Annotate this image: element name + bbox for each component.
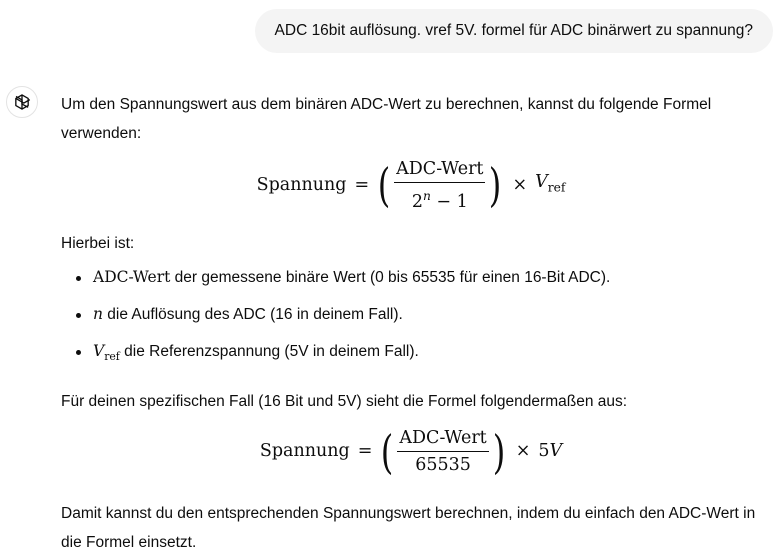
list-symbol-adc: ADC-Wert xyxy=(93,268,171,286)
right-paren: ) xyxy=(489,158,502,213)
list-item xyxy=(61,300,761,329)
list-item xyxy=(61,263,761,292)
formula-lhs: Spannung xyxy=(259,441,350,461)
fraction-bar xyxy=(394,182,485,183)
intro-paragraph: Um den Spannungswert aus dem binären ADC-Wert zu berechnen, kannst du folgende Formel verwenden: xyxy=(61,96,712,142)
voltage-unit: V xyxy=(549,441,563,461)
fraction-bar xyxy=(397,451,488,452)
definition-list xyxy=(61,263,761,371)
voltage-value: 5 xyxy=(538,441,550,461)
vref-base: V xyxy=(93,342,105,360)
list-symbol-vref xyxy=(93,342,120,364)
list-symbol-n: n xyxy=(93,305,103,323)
list-text: die Auflösung des ADC (16 in deinem Fall). xyxy=(102,306,403,323)
formula-equals: = xyxy=(357,441,373,461)
fraction-denominator xyxy=(410,185,470,213)
assistant-answer xyxy=(61,90,761,551)
closing-paragraph: Damit kannst du den entsprechenden Spannungswert berechnen, indem du einfach den ADC-Wert in die Formel einsetzt. xyxy=(61,505,756,551)
assistant-avatar xyxy=(6,86,38,118)
formula-fraction xyxy=(397,427,488,476)
formula-vref xyxy=(535,168,565,203)
formula-voltage xyxy=(538,437,562,466)
formula-times: × xyxy=(515,441,531,461)
user-message-text: ADC 16bit auflösung. vref 5V. formel für ADC binärwert zu spannung? xyxy=(274,22,753,39)
fraction-numerator: ADC-Wert xyxy=(399,428,487,448)
formula-paren-group xyxy=(375,158,504,213)
user-message-bubble xyxy=(255,9,773,53)
specific-paragraph: Für deinen spezifischen Fall (16 Bit und 5V) sieht die Formel folgendermaßen aus: xyxy=(61,393,628,410)
left-paren: ( xyxy=(381,424,394,479)
openai-logo-icon xyxy=(12,92,32,112)
right-paren: ) xyxy=(492,424,505,479)
formula-lhs: Spannung xyxy=(256,174,347,195)
list-text: der gemessene binäre Wert (0 bis 65535 für einen 16-Bit ADC). xyxy=(170,269,611,286)
formula-fraction xyxy=(394,158,485,213)
definition-list-wrap xyxy=(61,263,761,371)
denominator-rest: − 1 xyxy=(430,191,468,212)
hierbei-text: Hierbei ist: xyxy=(61,235,135,252)
vref-sub: ref xyxy=(547,180,566,195)
formula-times: × xyxy=(512,174,528,195)
formula-specific xyxy=(61,424,761,479)
denominator-exponent: n xyxy=(422,189,431,203)
fraction-numerator: ADC-Wert xyxy=(396,159,484,179)
formula-general xyxy=(61,158,761,213)
formula-paren-group xyxy=(378,424,507,479)
fraction-denominator: 65535 xyxy=(415,455,471,475)
denominator-base: 2 xyxy=(411,191,423,212)
list-text: die Referenzspannung (5V in deinem Fall). xyxy=(119,343,419,360)
list-item xyxy=(61,337,761,371)
vref-base: V xyxy=(535,172,548,193)
left-paren: ( xyxy=(377,158,391,213)
vref-sub: ref xyxy=(104,350,120,364)
formula-equals: = xyxy=(354,174,370,195)
